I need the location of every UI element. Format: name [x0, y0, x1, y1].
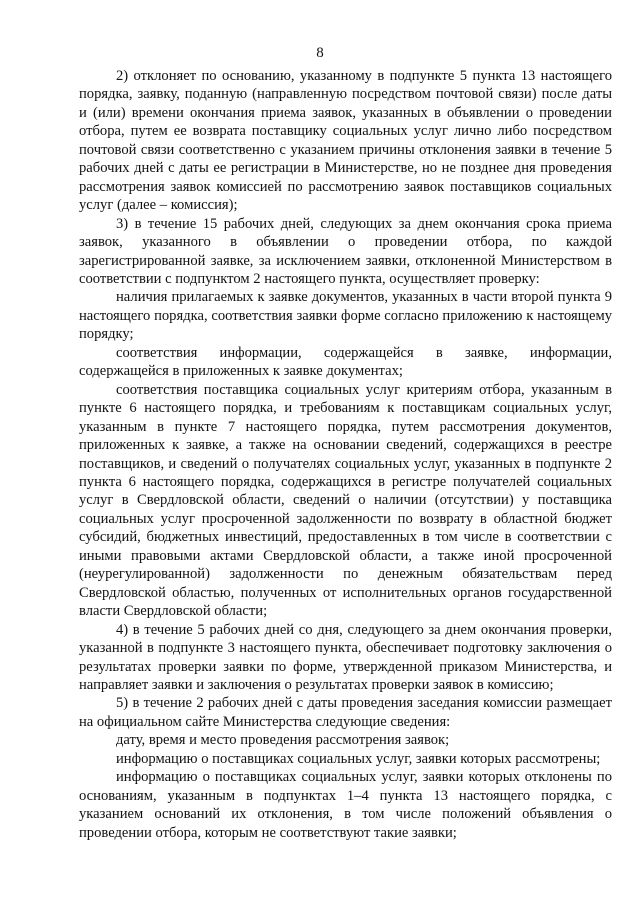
paragraph-rejected-suppliers: информацию о поставщиках социальных услуг, заявки которых отклонены по основаниям, указанным в подпунктах 1–4 пункта 13 настоящего порядка, с указанием оснований их отклонения, в том числе положений объявления о проведении отбора, которым не соответствуют такие заявки; — [79, 769, 612, 841]
paragraph-check-documents: наличия прилагаемых к заявке документов, указанных в части второй пункта 9 настоящего порядка, соответствия заявки форме согласно приложению к настоящему порядку; — [79, 289, 612, 343]
document-body — [79, 67, 612, 842]
paragraph-check-information: соответствия информации, содержащейся в заявке, информации, содержащейся в приложенных к заявке документах; — [79, 344, 612, 380]
paragraph-subitem-2: 2) отклоняет по основанию, указанному в подпункте 5 пункта 13 настоящего порядка, заявку, поданную (направленную посредством почтовой связи) после даты и (или) времени окончания приема заявок, указанных в объявлении о проведении отбора, путем ее возврата поставщику социальных услуг лично либо посредством почтовой связи соответственно с указанием причины отклонения заявки в течение 5 рабочих дней с даты ее регистрации в Министерстве, но не позднее дня проведения рассмотрения заявок комиссией по рассмотрению заявок поставщиков социальных услуг (далее – комиссия); — [79, 68, 612, 214]
paragraph-subitem-3: 3) в течение 15 рабочих дней, следующих за днем окончания срока приема заявок, указанного в объявлении о проведении отбора, по каждой зарегистрированной заявке, за исключением заявки, отклоненной Министерством в соответствии с подпунктом 2 настоящего пункта, осуществляет проверку: — [79, 215, 612, 287]
paragraph-reviewed-suppliers: информацию о поставщиках социальных услуг, заявки которых рассмотрены; — [116, 750, 601, 767]
paragraph-subitem-4: 4) в течение 5 рабочих дней со дня, следующего за днем окончания проверки, указанной в подпункте 3 настоящего пункта, обеспечивает подготовку заключения о результатах проверки заявки по форме, утвержденной приказом Министерства, и направляет заявки и заключения о результатах проверки заявок в комиссию; — [79, 621, 612, 693]
paragraph-date-time-place: дату, время и место проведения рассмотрения заявок; — [116, 732, 450, 749]
page-number: 8 — [316, 45, 324, 61]
paragraph-check-criteria: соответствия поставщика социальных услуг критериям отбора, указанным в пункте 6 настоящего порядка, и требованиям к поставщикам социальных услуг, указанным в пункте 7 настоящего порядка, путем рассмотрения документов, приложенных к заявке, а также на основании сведений, содержащихся в реестре поставщиков, и сведений о получателях социальных услуг, указанных в подпункте 2 пункта 6 настоящего порядка, содержащихся в регистре получателей социальных услуг в Свердловской области, сведений о наличии (отсутствии) у поставщика социальных услуг просроченной задолженности по возврату в областной бюджет субсидий, бюджетных инвестиций, предоставленных в том числе в соответствии с иными правовыми актами Свердловской области, а также иной просроченной (неурегулированной) задолженности по денежным обязательствам перед Свердловской областью, полученных от исполнительных органов государственной власти Свердловской области; — [79, 381, 612, 620]
paragraph-subitem-5: 5) в течение 2 рабочих дней с даты проведения заседания комиссии размещает на официальном сайте Министерства следующие сведения: — [79, 695, 612, 730]
